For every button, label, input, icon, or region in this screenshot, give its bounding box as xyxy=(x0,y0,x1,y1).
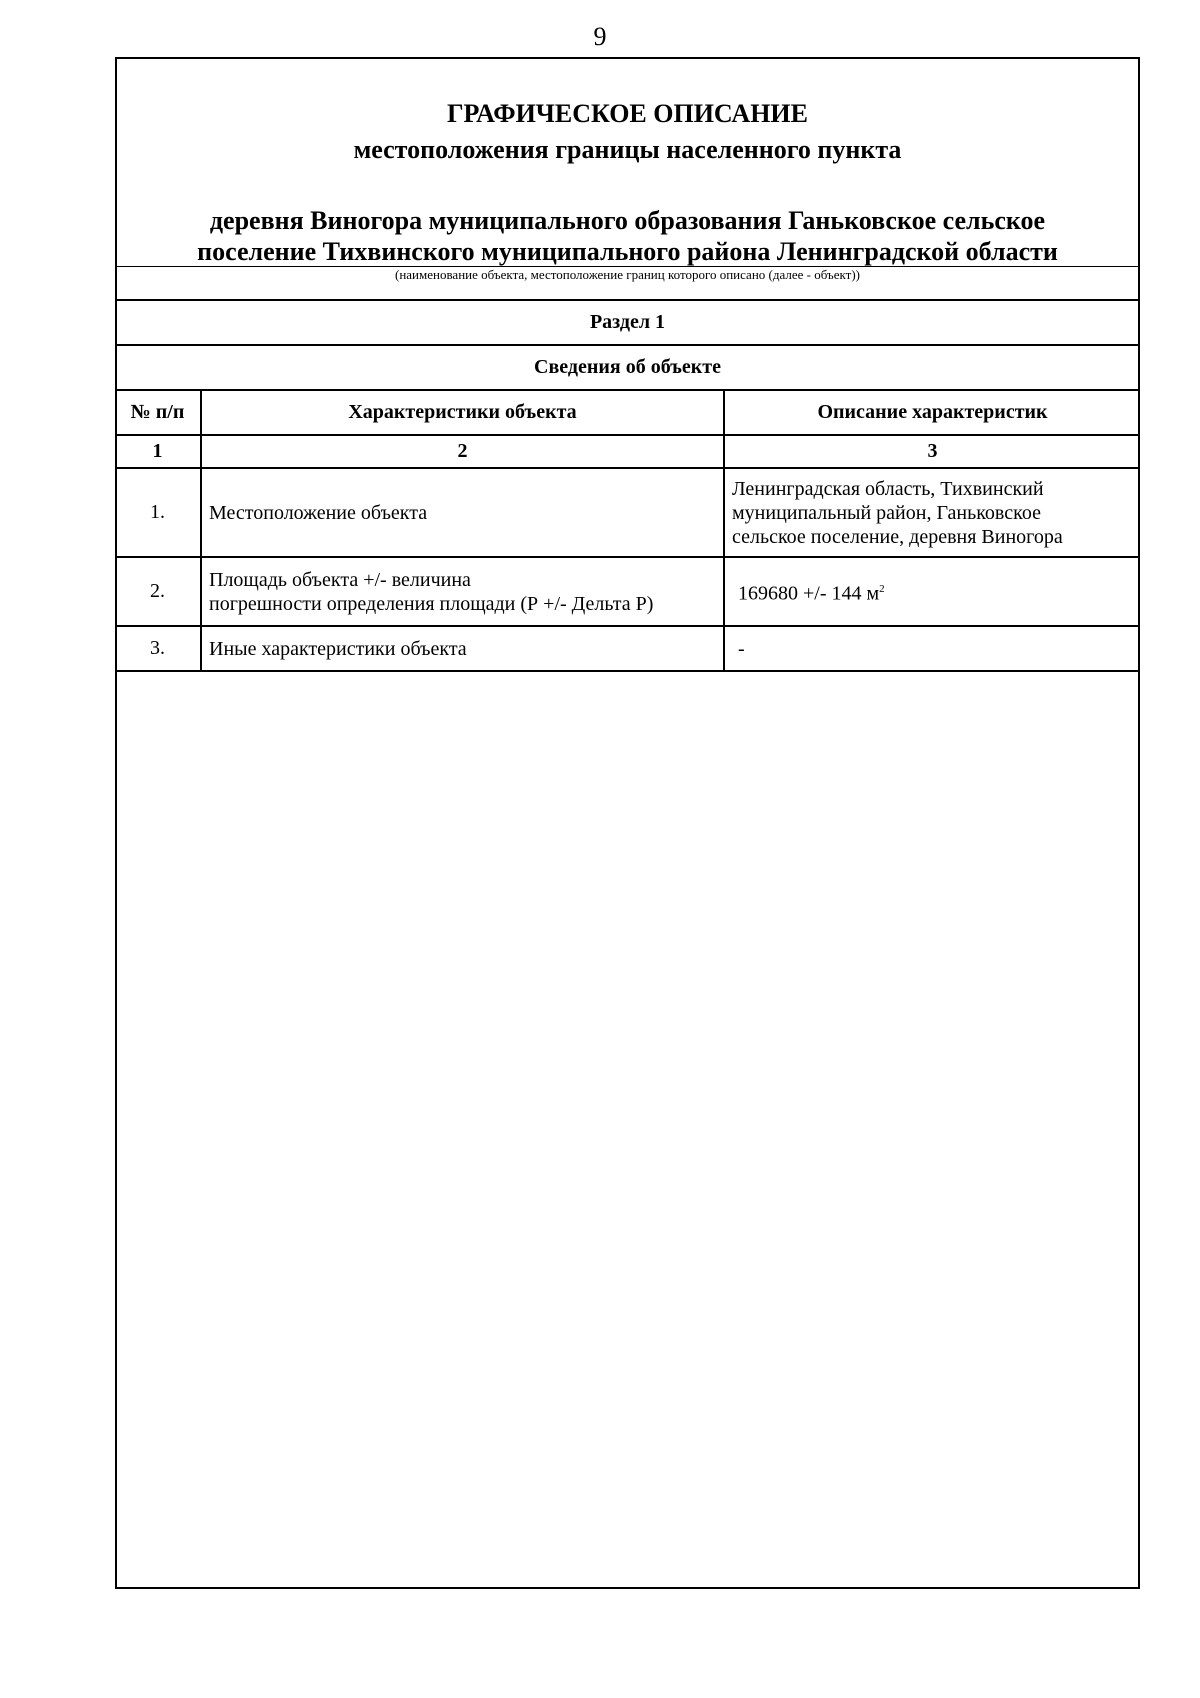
object-name xyxy=(117,205,1138,267)
row-characteristic: Иные характеристики объекта xyxy=(201,626,724,671)
row-description-line: Ленинградская область, Тихвинский xyxy=(732,477,1044,500)
row-description xyxy=(724,468,1140,557)
object-caption: (наименование объекта, местоположение границ которого описано (далее - объект)) xyxy=(395,267,860,282)
document-title: ГРАФИЧЕСКОЕ ОПИСАНИЕ xyxy=(447,99,808,128)
row-index: 1. xyxy=(115,468,201,557)
section-label: Раздел 1 xyxy=(115,300,1140,345)
document-frame xyxy=(115,57,1140,1589)
row-characteristic xyxy=(201,557,724,626)
table-row xyxy=(115,468,1140,557)
object-name-line-1: деревня Виногора муниципального образования Ганьковское сельское xyxy=(209,206,1046,235)
table-row xyxy=(115,626,1140,671)
row-characteristic: Местоположение объекта xyxy=(201,468,724,557)
column-header-characteristic: Характеристики объекта xyxy=(201,390,724,435)
row-index: 2. xyxy=(115,557,201,626)
column-header-description: Описание характеристик xyxy=(724,390,1140,435)
section-heading: Сведения об объекте xyxy=(115,345,1140,390)
object-info-table xyxy=(115,299,1140,672)
area-unit-exponent: 2 xyxy=(879,583,885,596)
table-row xyxy=(115,557,1140,626)
row-characteristic-line: погрешности определения площади (Р +/- Дельта Р) xyxy=(209,592,654,615)
row-characteristic-line: Площадь объекта +/- величина xyxy=(209,568,471,591)
row-description-line: муниципальный район, Ганьковское xyxy=(732,501,1041,524)
column-header-index: № п/п xyxy=(115,390,201,435)
object-name-line-2: поселение Тихвинского муниципального района Ленинградской области xyxy=(197,237,1058,266)
area-value: 169680 +/- 144 м xyxy=(738,582,880,605)
column-number-1: 1 xyxy=(115,435,201,468)
row-description: - xyxy=(724,626,1140,671)
document-subtitle: местоположения границы населенного пункта xyxy=(353,135,902,164)
page-number: 9 xyxy=(593,22,607,51)
row-index: 3. xyxy=(115,626,201,671)
column-number-3: 3 xyxy=(724,435,1140,468)
row-description xyxy=(724,557,1140,626)
row-description-line: сельское поселение, деревня Виногора xyxy=(732,525,1063,548)
column-number-2: 2 xyxy=(201,435,724,468)
